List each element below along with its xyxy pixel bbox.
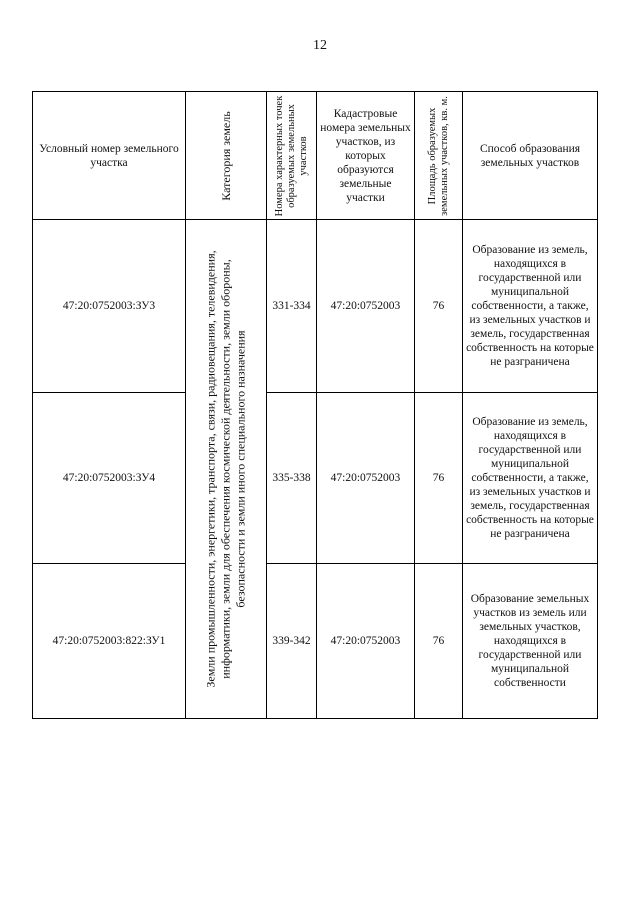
header-land-category-text: Категория земель [219,110,233,201]
formation-method: Образование земельных участков из земель или земельных участков, находящихся в государственной или муниципальной собственности [463,564,598,719]
table-header-row [33,92,598,220]
header-area [415,92,463,220]
plot-number: 47:20:0752003:822:ЗУ1 [33,564,186,719]
formation-method: Образование из земель, находящихся в государственной или муниципальной собственности, а также, из земельных участков и земель, государственная собственность на которые не разграничена [463,393,598,564]
point-numbers: 331-334 [267,220,317,393]
header-cadastral-numbers: Кадастровые номера земельных участков, из которых образуются земельные участки [317,92,415,220]
header-formation-method: Способ образования земельных участков [463,92,598,220]
header-area-text: Площадь образуемых земельных участков, кв. м. [426,95,450,216]
table-row [33,393,598,564]
plot-area: 76 [415,220,463,393]
source-cadastral-number: 47:20:0752003 [317,220,415,393]
plot-area: 76 [415,393,463,564]
land-category-cell [186,220,267,719]
table-row [33,564,598,719]
header-point-numbers-text: Номера характерных точек образуемых земельных участков [273,95,309,216]
header-plot-number: Условный номер земельного участка [33,92,186,220]
land-plots-table [32,91,598,719]
source-cadastral-number: 47:20:0752003 [317,564,415,719]
page-number: 12 [313,38,327,53]
source-cadastral-number: 47:20:0752003 [317,393,415,564]
land-category-text: Земли промышленности, энергетики, транспорта, связи, радиовещания, телевидения, информатики, земли для обеспечения космической деятельности, земли обороны, безопасности и земли иного специального назначения [203,250,248,688]
header-point-numbers [267,92,317,220]
plot-area: 76 [415,564,463,719]
table-row [33,220,598,393]
plot-number: 47:20:0752003:ЗУ3 [33,220,186,393]
point-numbers: 339-342 [267,564,317,719]
header-land-category [186,92,267,220]
point-numbers: 335-338 [267,393,317,564]
formation-method: Образование из земель, находящихся в государственной или муниципальной собственности, а также, из земельных участков и земель, государственная собственность на которые не разграничена [463,220,598,393]
plot-number: 47:20:0752003:ЗУ4 [33,393,186,564]
